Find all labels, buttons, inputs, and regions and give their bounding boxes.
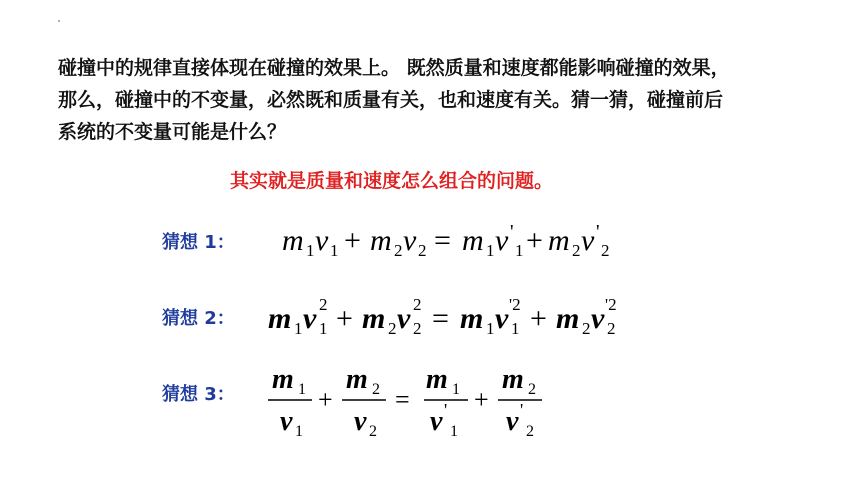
svg-text:m: m (460, 302, 484, 335)
intro-line-2: 那么，碰撞中的不变量，必然既和质量有关，也和速度有关。猜一猜，碰撞前后 (58, 89, 724, 111)
svg-text:=: = (434, 224, 451, 257)
svg-text:m: m (268, 302, 292, 335)
svg-text:1: 1 (298, 381, 306, 398)
svg-text:1: 1 (486, 319, 495, 338)
svg-text:m: m (282, 224, 304, 257)
svg-text:2: 2 (413, 319, 422, 338)
guess-2-label: 猜想 2： (162, 308, 235, 329)
svg-text:2: 2 (372, 381, 380, 398)
svg-text:v: v (280, 406, 293, 437)
svg-text:1: 1 (294, 319, 303, 338)
svg-text:+: + (344, 224, 361, 257)
svg-text:'2: '2 (605, 295, 617, 314)
svg-text:2: 2 (369, 423, 377, 440)
svg-text:2: 2 (607, 319, 616, 338)
svg-text:': ' (520, 400, 524, 420)
svg-text:v: v (354, 406, 367, 437)
intro-line-1: 碰撞中的规律直接体现在碰撞的效果上。 既然质量和速度都能影响碰撞的效果， (58, 57, 730, 79)
svg-text:1: 1 (450, 423, 458, 440)
svg-text:+: + (530, 302, 547, 335)
svg-text:': ' (510, 221, 514, 243)
svg-text:2: 2 (394, 241, 403, 260)
guess-2-formula (268, 290, 678, 346)
svg-text:2: 2 (582, 319, 591, 338)
svg-text:=: = (432, 302, 449, 335)
svg-text:m: m (426, 364, 448, 395)
svg-text:'2: '2 (509, 295, 521, 314)
highlight-statement: 其实就是质量和速度怎么组合的问题。 (230, 170, 554, 192)
svg-text:1: 1 (515, 241, 524, 260)
svg-text:=: = (395, 385, 410, 414)
svg-text:v: v (315, 224, 329, 257)
svg-text:v: v (397, 302, 411, 335)
svg-text:1: 1 (295, 423, 303, 440)
svg-text:m: m (272, 364, 294, 395)
svg-text:m: m (502, 364, 524, 395)
svg-text:+: + (526, 224, 543, 257)
svg-text:m: m (462, 224, 484, 257)
svg-text:1: 1 (452, 381, 460, 398)
svg-text:2: 2 (601, 241, 610, 260)
svg-text:1: 1 (306, 241, 315, 260)
svg-text:2: 2 (413, 295, 422, 314)
svg-text:v: v (495, 302, 509, 335)
decorative-dot (58, 20, 60, 22)
svg-text:1: 1 (486, 241, 495, 260)
svg-text:v: v (591, 302, 605, 335)
intro-paragraph (58, 52, 828, 148)
svg-text:m: m (556, 302, 580, 335)
svg-text:2: 2 (572, 241, 581, 260)
guess-1-formula (282, 218, 662, 270)
svg-text:v: v (403, 224, 417, 257)
svg-text:': ' (444, 400, 448, 420)
svg-text:+: + (336, 302, 353, 335)
svg-text:1: 1 (511, 319, 520, 338)
guess-1-label: 猜想 1： (162, 232, 235, 253)
svg-text:v: v (430, 406, 443, 437)
svg-text:m: m (346, 364, 368, 395)
svg-text:+: + (474, 385, 489, 414)
svg-text:2: 2 (526, 423, 534, 440)
svg-text:+: + (318, 385, 333, 414)
svg-text:2: 2 (319, 295, 328, 314)
guess-3-label: 猜想 3： (162, 384, 235, 405)
svg-text:v: v (506, 406, 519, 437)
svg-text:1: 1 (319, 319, 328, 338)
svg-text:v: v (495, 224, 509, 257)
svg-text:2: 2 (528, 381, 536, 398)
svg-text:': ' (596, 221, 600, 243)
svg-text:m: m (548, 224, 570, 257)
svg-text:1: 1 (330, 241, 339, 260)
svg-text:v: v (303, 302, 317, 335)
svg-text:2: 2 (418, 241, 427, 260)
intro-line-3: 系统的不变量可能是什么？ (58, 121, 287, 143)
svg-text:2: 2 (388, 319, 397, 338)
svg-text:v: v (581, 224, 595, 257)
svg-text:m: m (362, 302, 386, 335)
svg-text:m: m (370, 224, 392, 257)
guess-3-formula (268, 360, 558, 450)
